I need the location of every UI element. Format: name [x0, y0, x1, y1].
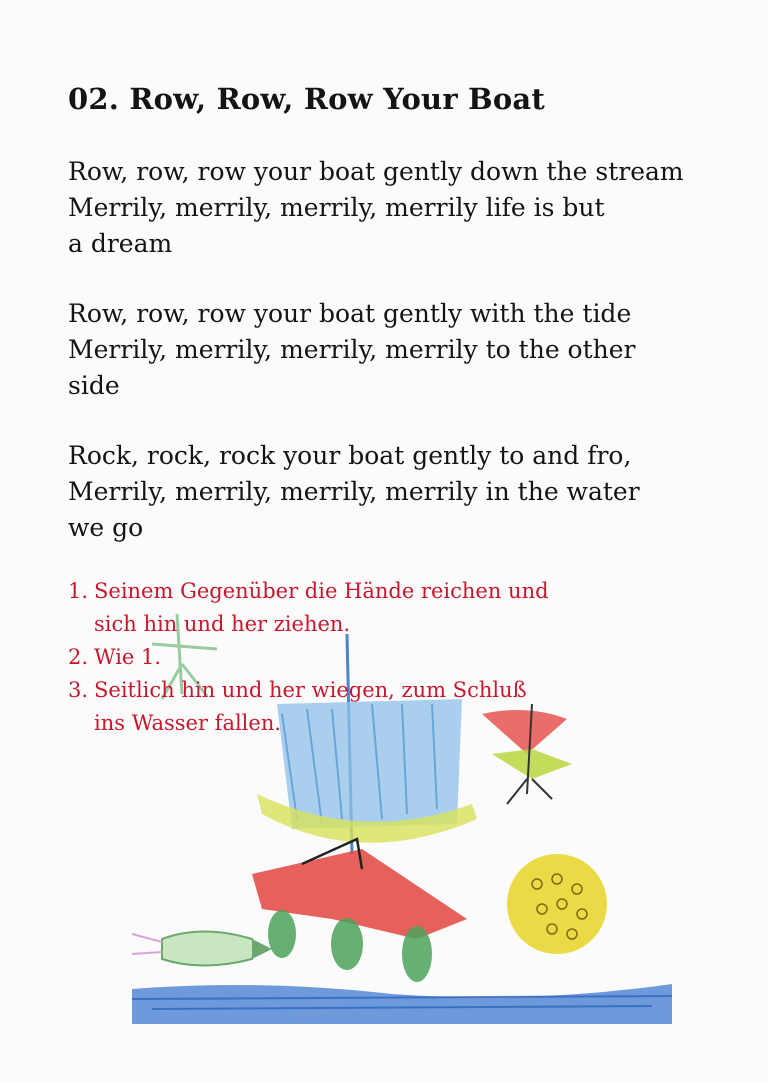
verse-line: Row, row, row your boat gently down the stream [68, 157, 684, 186]
verse-line: a dream [68, 229, 173, 258]
verse-line: side [68, 371, 120, 400]
instruction-number: 2. [68, 645, 89, 669]
verse-line: Row, row, row your boat gently with the tide [68, 299, 632, 328]
song-title: 02. Row, Row, Row Your Boat [68, 82, 545, 116]
verse-line: Rock, rock, rock your boat gently to and fro, [68, 441, 632, 470]
instruction-number: 1. [68, 579, 89, 603]
verse-line: we go [68, 513, 144, 542]
verse-line: Merrily, merrily, merrily, merrily to the other [68, 335, 636, 364]
lyrics [68, 154, 748, 580]
instruction-number: 3. [68, 678, 89, 702]
instruction-item [68, 575, 688, 641]
verse-line: Merrily, merrily, merrily, merrily life is but [68, 193, 605, 222]
verse-line: Merrily, merrily, merrily, merrily in the water [68, 477, 640, 506]
instruction-item [68, 641, 688, 674]
verse-3 [68, 438, 748, 546]
verse-1 [68, 154, 748, 262]
verse-2 [68, 296, 748, 404]
instruction-text: Seinem Gegenüber die Hände reichen und sich hin und her ziehen. [94, 579, 549, 636]
instruction-list [68, 575, 688, 740]
instruction-text: Wie 1. [94, 645, 162, 669]
instruction-item [68, 674, 688, 740]
instruction-text: Seitlich hin und her wiegen, zum Schluß ins Wasser fallen. [94, 678, 527, 735]
